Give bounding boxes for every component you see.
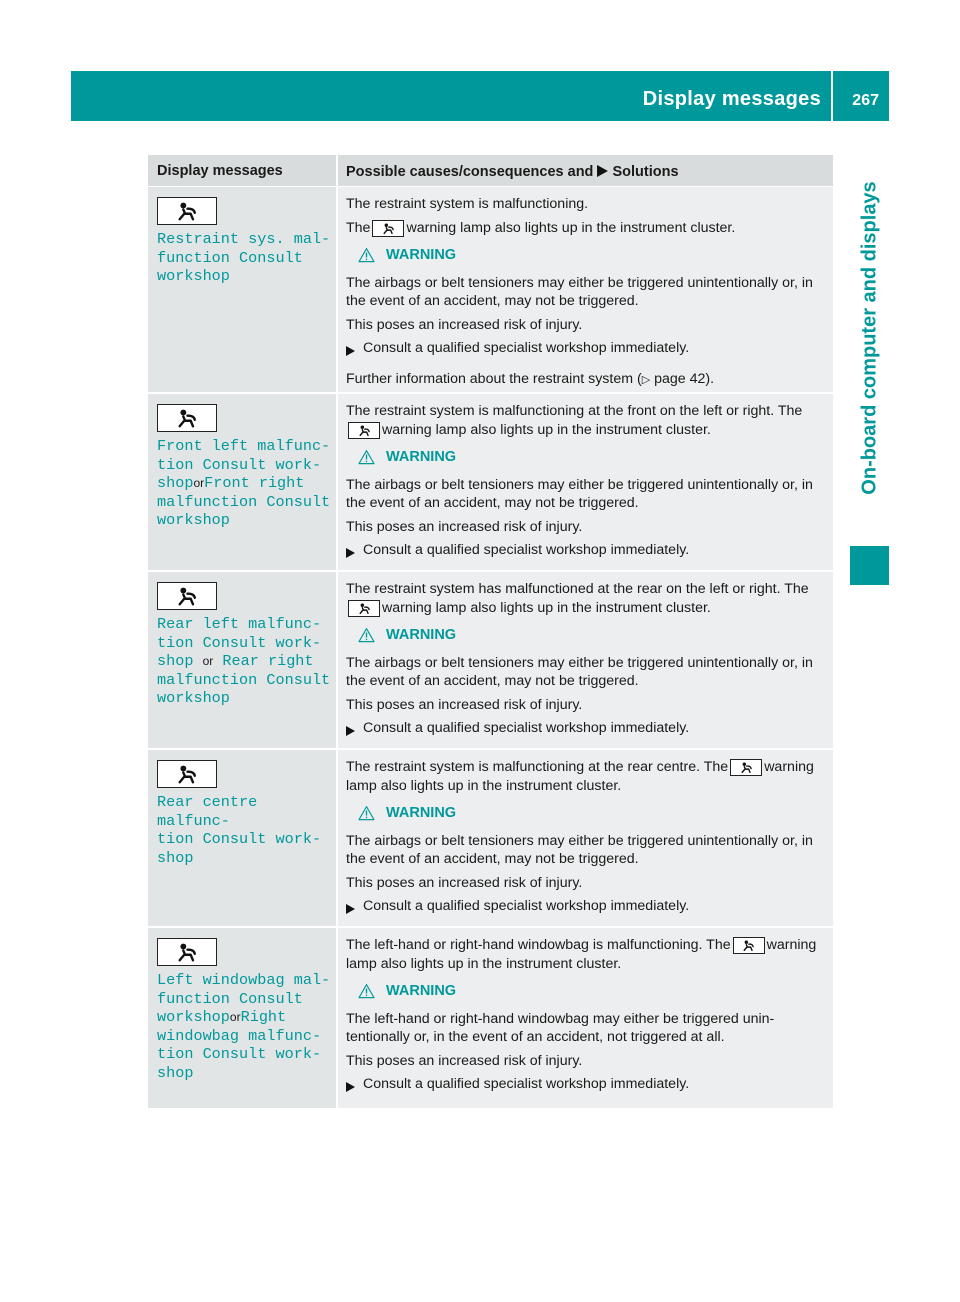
message-text: Left windowbag mal- function Consult workshoporRight windowbag malfunc- tion Consult work- shop: [157, 971, 331, 1082]
warning-heading: WARNING: [358, 448, 827, 467]
warning-heading: WARNING: [358, 246, 827, 265]
airbag-warning-icon: [348, 600, 380, 617]
side-tab: [850, 153, 890, 523]
action-arrow-icon: [346, 339, 358, 362]
risk-text: This poses an increased risk of injury.: [346, 1052, 583, 1069]
risk-text: This poses an increased risk of injury.: [346, 874, 583, 891]
action-arrow-icon: [597, 164, 608, 180]
cause-text: The restraint system is malfunctioning at the front on the left or right. The warning lamp also lights up in the instrument cluster.: [346, 403, 803, 438]
message-cell: [148, 187, 336, 392]
action-arrow-icon: [346, 541, 358, 564]
col-header-solutions-text: Solutions: [612, 164, 679, 180]
action-item: Consult a qualified specialist workshop immediately.: [346, 541, 827, 564]
airbag-warning-icon: [730, 759, 762, 776]
col-header-causes-text: Possible causes/consequences and: [346, 164, 594, 180]
warning-heading: WARNING: [358, 804, 827, 823]
warning-text: The airbags or belt tensioners may either be triggered unintentionally or, in the event of an accident, may not be triggered.: [346, 274, 813, 309]
table-header: [148, 155, 833, 187]
airbag-warning-icon: [157, 582, 217, 610]
header-divider: [831, 71, 833, 121]
airbag-warning-icon: [157, 197, 217, 225]
message-cell: [148, 394, 336, 570]
warning-heading: WARNING: [358, 982, 827, 1001]
message-text: Front left malfunc- tion Consult work- shoporFront right malfunction Consult workshop: [157, 437, 331, 529]
cause-text: The left-hand or right-hand windowbag is malfunctioning. The warning lamp also lights up in the instrument cluster.: [346, 937, 817, 972]
warning-text: The airbags or belt tensioners may either be triggered unintentionally or, in the event of an accident, may not be triggered.: [346, 654, 813, 689]
further-info-text: Further information about the restraint system (▷ page 42).: [346, 370, 715, 387]
page-title: Display messages: [642, 88, 821, 110]
message-text: Rear left malfunc- tion Consult work- shop or Rear right malfunction Consult workshop: [157, 615, 331, 707]
action-item: Consult a qualified specialist workshop immediately.: [346, 719, 827, 742]
risk-text: This poses an increased risk of injury.: [346, 696, 583, 713]
solution-cell: [336, 928, 833, 1108]
airbag-warning-icon: [157, 760, 217, 788]
page-ref-arrow-icon: ▷: [641, 373, 651, 386]
airbag-warning-icon: [348, 422, 380, 439]
action-item: Consult a qualified specialist workshop immediately.: [346, 1075, 827, 1098]
table-row: [148, 926, 833, 1108]
cause-text: The restraint system is malfunctioning at the rear centre. The warning lamp also lights up in the instrument cluster.: [346, 759, 814, 794]
message-cell: [148, 572, 336, 748]
airbag-warning-icon: [157, 938, 217, 966]
warning-text: The airbags or belt tensioners may either be triggered unintentionally or, in the event of an accident, may not be triggered.: [346, 832, 813, 867]
airbag-warning-icon: [733, 937, 765, 954]
warning-heading: WARNING: [358, 626, 827, 645]
cause-text: The restraint system has malfunctioned at the rear on the left or right. The warning lamp also lights up in the instrument cluster.: [346, 581, 809, 616]
solution-cell: [336, 394, 833, 570]
risk-text: This poses an increased risk of injury.: [346, 316, 583, 333]
message-text: Rear centre malfunc- tion Consult work- shop: [157, 793, 322, 867]
side-tab-label: On-board computer and displays: [858, 181, 881, 495]
display-messages-table: [148, 155, 833, 1108]
solution-cell: [336, 187, 833, 392]
lamp-text: The warning lamp also lights up in the instrument cluster.: [346, 219, 736, 236]
message-cell: [148, 928, 336, 1108]
risk-text: This poses an increased risk of injury.: [346, 518, 583, 535]
table-row: [148, 570, 833, 748]
warning-triangle-icon: [358, 627, 375, 643]
warning-text: The left-hand or right-hand windowbag may either be triggered unin-tentionally or, in the event of an accident, not triggered at all.: [346, 1010, 775, 1045]
warning-triangle-icon: [358, 247, 375, 263]
message-cell: [148, 750, 336, 926]
table-row: [148, 392, 833, 570]
solution-cell: [336, 572, 833, 748]
airbag-warning-icon: [157, 404, 217, 432]
table-row: [148, 187, 833, 392]
action-item: Consult a qualified specialist workshop immediately.: [346, 897, 827, 920]
warning-triangle-icon: [358, 449, 375, 465]
col-header-causes: [336, 155, 833, 186]
side-tab-marker: [850, 546, 889, 585]
header-bar: [71, 71, 889, 121]
cause-text: The restraint system is malfunctioning.: [346, 196, 589, 212]
page-number: 267: [852, 92, 879, 109]
action-arrow-icon: [346, 719, 358, 742]
warning-triangle-icon: [358, 805, 375, 821]
warning-triangle-icon: [358, 983, 375, 999]
warning-text: The airbags or belt tensioners may either be triggered unintentionally or, in the event of an accident, may not be triggered.: [346, 476, 813, 511]
airbag-warning-icon: [372, 220, 404, 237]
action-arrow-icon: [346, 897, 358, 920]
col-header-display-messages: Display messages: [157, 163, 283, 179]
action-arrow-icon: [346, 1075, 358, 1098]
message-text: Restraint sys. mal- function Consult workshop: [157, 230, 331, 285]
table-row: [148, 748, 833, 926]
solution-cell: [336, 750, 833, 926]
action-item: Consult a qualified specialist workshop immediately.: [346, 339, 827, 362]
